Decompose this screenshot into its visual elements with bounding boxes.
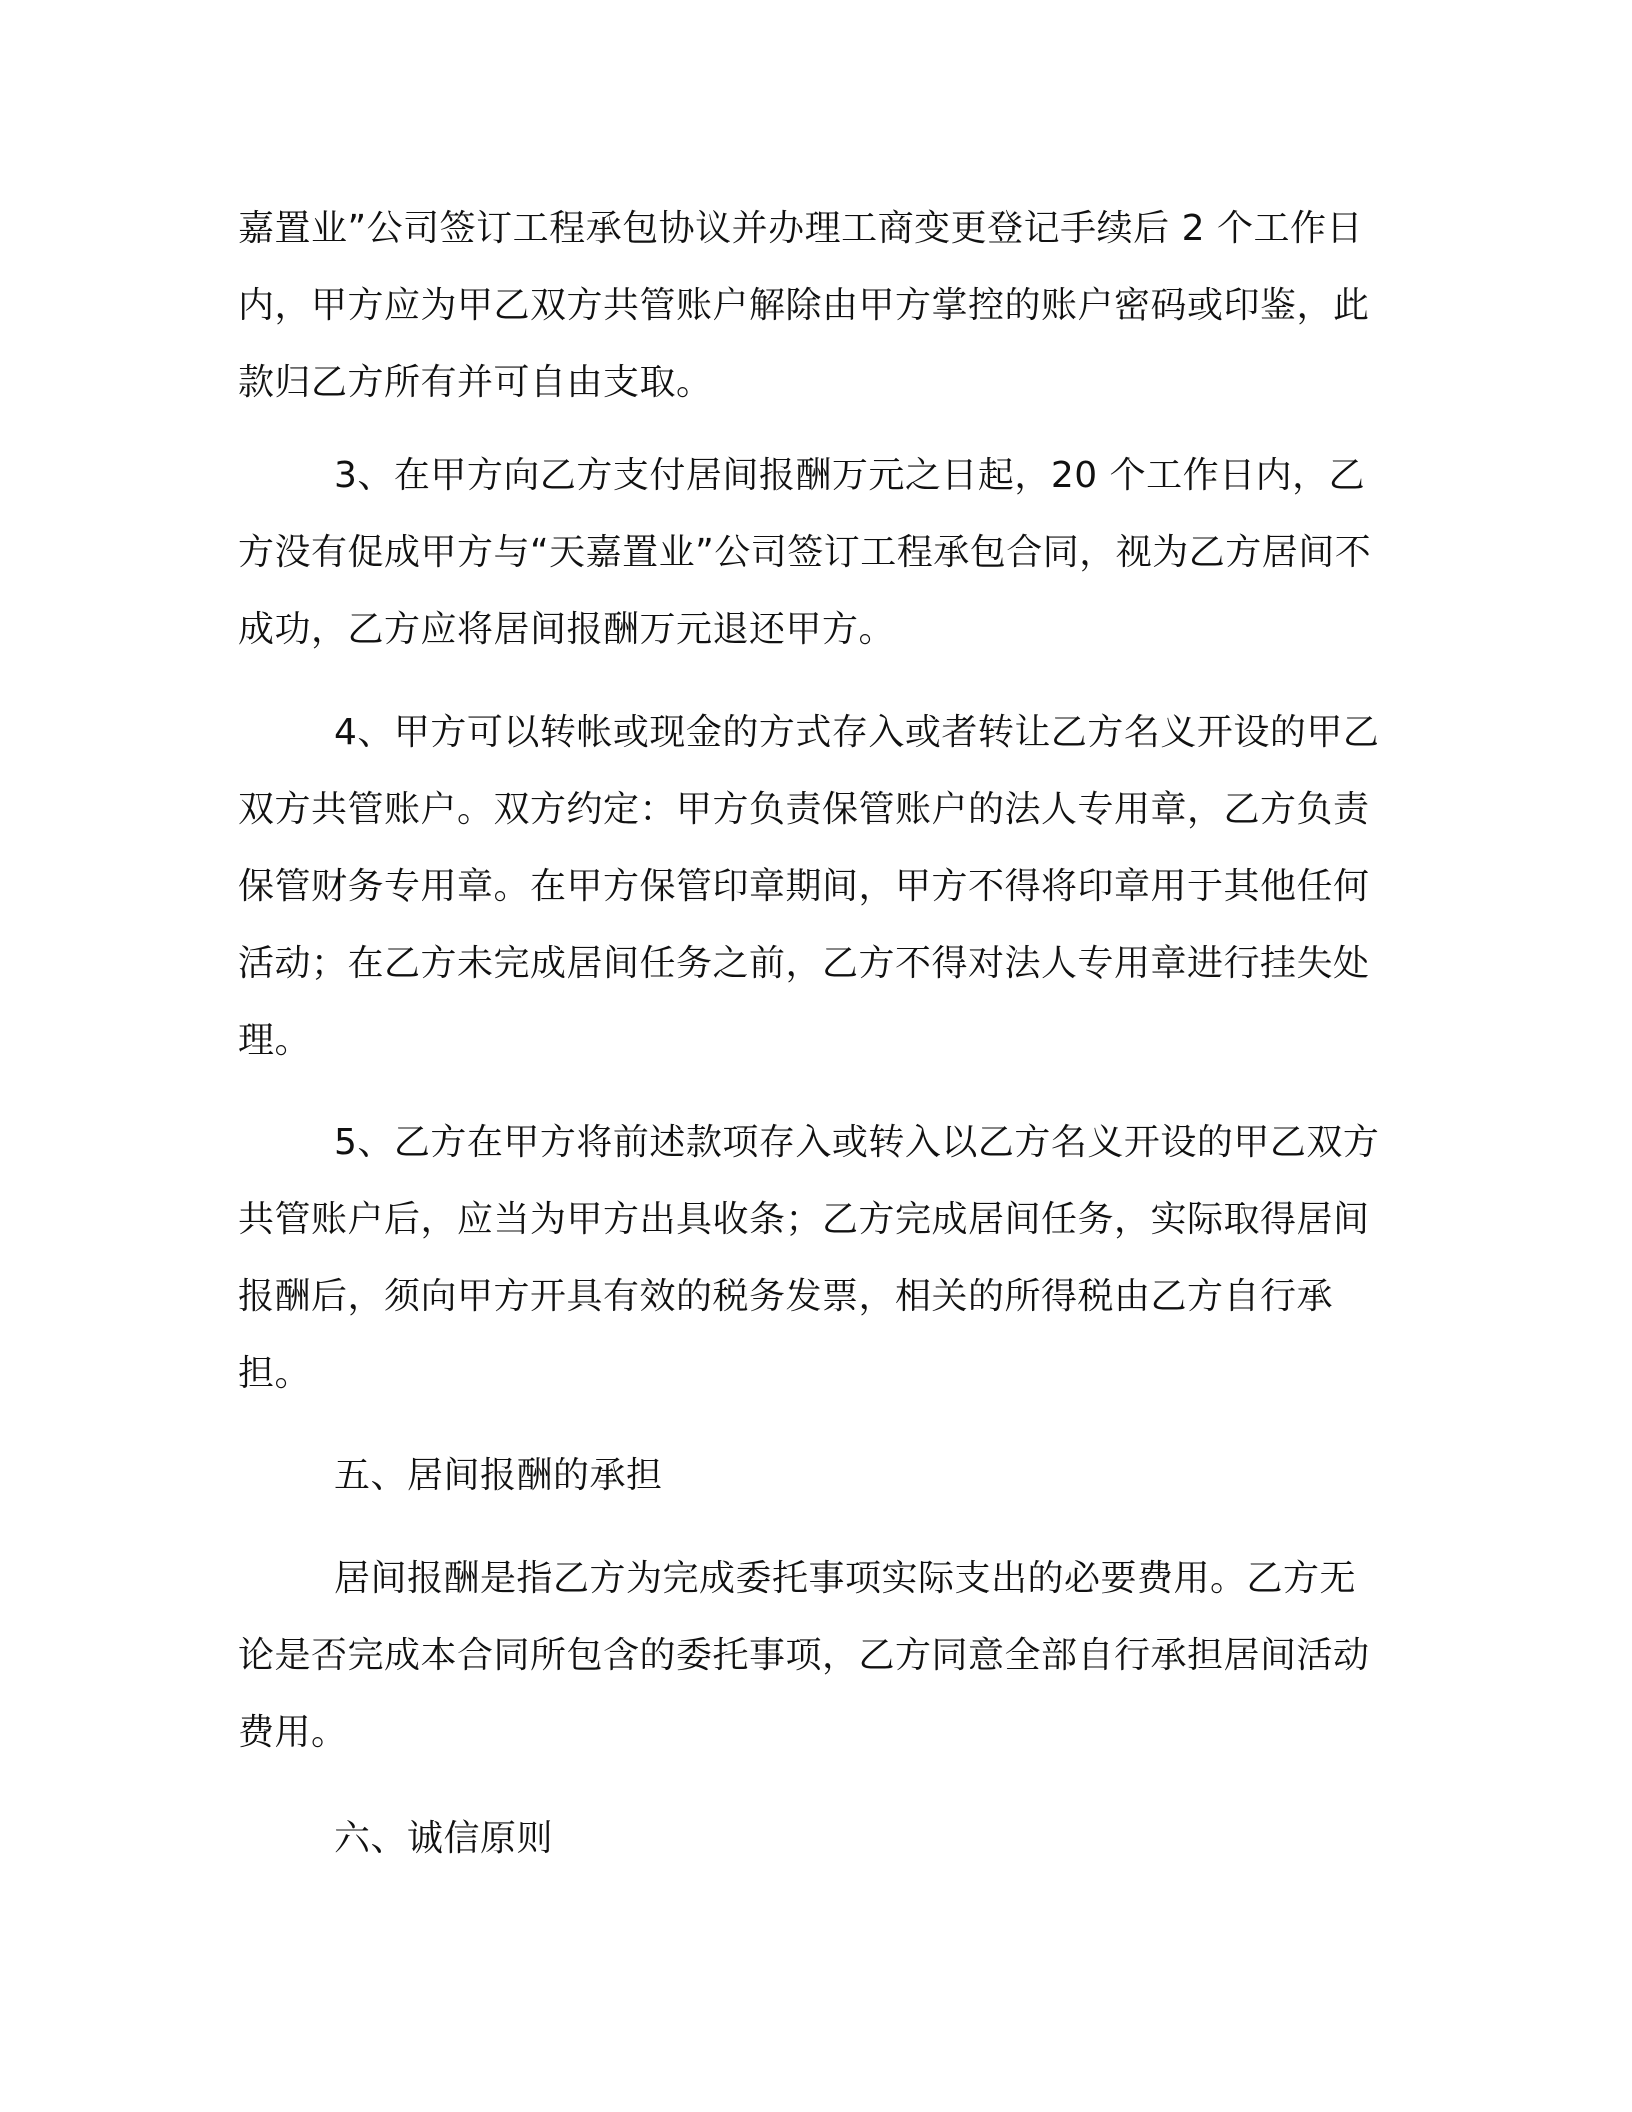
paragraph-clause-4: 4、甲方可以转帐或现金的方式存入或者转让乙方名义开设的甲乙双方共管账户。双方约定：甲方负责保管账户的法人专用章，乙方负责保管财务专用章。在甲方保管印章期间，甲方不得将印章用于其他任何活动；在乙方未完成居间任务之前，乙方不得对法人专用章进行挂失处理。 <box>238 712 1380 1061</box>
paragraph-section-5-body: 居间报酬是指乙方为完成委托事项实际支出的必要费用。乙方无论是否完成本合同所包含的委托事项，乙方同意全部自行承担居间活动费用。 <box>238 1558 1370 1753</box>
paragraph-clause-3: 3、在甲方向乙方支付居间报酬万元之日起，20 个工作日内，乙方没有促成甲方与“天嘉置业”公司签订工程承包合同，视为乙方居间不成功，乙方应将居间报酬万元退还甲方。 <box>238 455 1372 650</box>
section-heading-5: 五、居间报酬的承担 <box>334 1455 663 1496</box>
paragraph-continued: 嘉置业”公司签订工程承包协议并办理工商变更登记手续后 2 个工作日内，甲方应为甲乙双方共管账户解除由甲方掌控的账户密码或印鉴，此款归乙方所有并可自由支取。 <box>238 208 1370 403</box>
section-heading-6: 六、诚信原则 <box>334 1818 554 1859</box>
paragraph-clause-5: 5、乙方在甲方将前述款项存入或转入以乙方名义开设的甲乙双方共管账户后，应当为甲方出具收条；乙方完成居间任务，实际取得居间报酬后，须向甲方开具有效的税务发票，相关的所得税由乙方自行承担。 <box>238 1122 1380 1394</box>
